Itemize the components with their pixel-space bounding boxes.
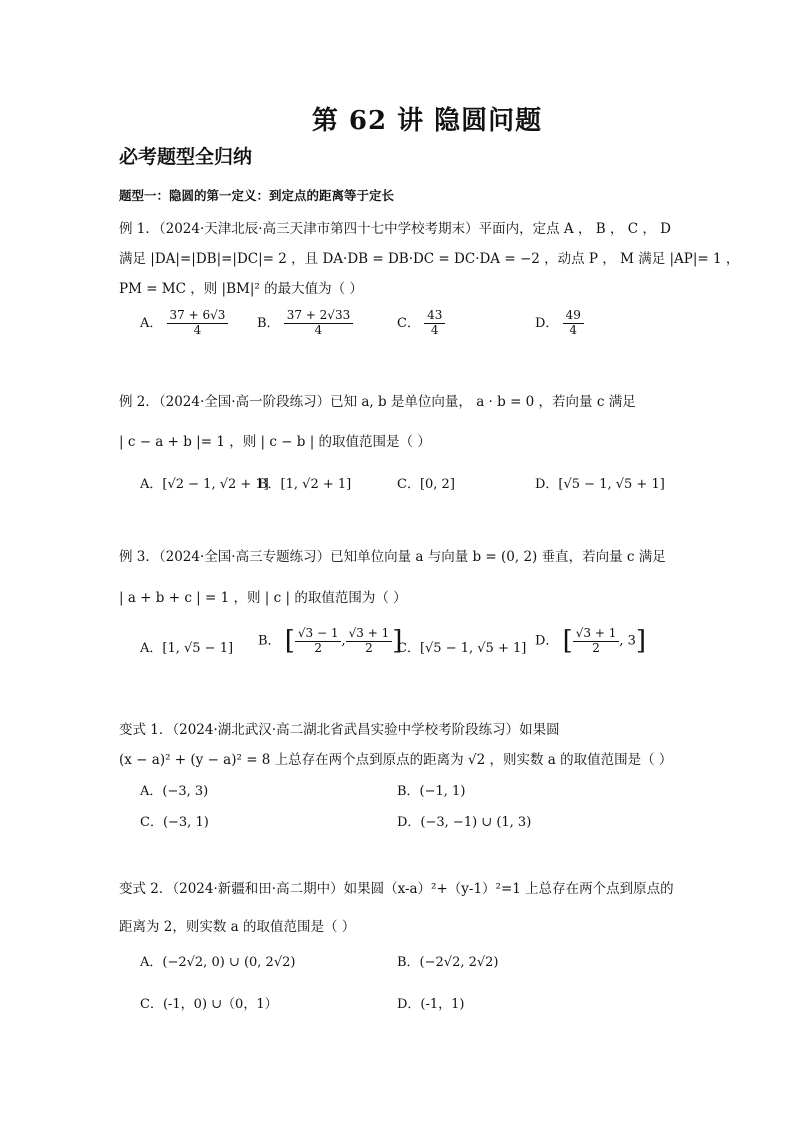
- fraction: [424, 309, 445, 338]
- example-2-option-d: D．[√5 − 1, √5 + 1]: [535, 477, 665, 492]
- example-3-option-b: [258, 626, 402, 656]
- example-1-option-c: [397, 309, 445, 338]
- variant-1-option-a: A．(−3, 3): [140, 784, 209, 799]
- variant-1-line-2: (x − a)² + (y − a)² = 8 上总存在两个点到原点的距离为 √2 ，则实数 a 的取值范围是（ ）: [119, 752, 673, 768]
- variant-2-option-d: D．(-1，1): [397, 997, 465, 1012]
- example-1-line-3: PM = MC ，则 |BM|² 的最大值为（ ）: [119, 281, 363, 297]
- option-label: B．: [258, 633, 281, 649]
- variant-1-option-c: C．(−3, 1): [140, 815, 209, 830]
- denominator: 2: [592, 640, 600, 655]
- option-label: A．: [140, 641, 163, 656]
- example-3-option-d: [535, 626, 646, 656]
- numerator: √3 + 1: [573, 627, 620, 642]
- option-label: A．: [140, 315, 163, 331]
- right-bracket: ]: [635, 626, 647, 656]
- numerator: 37 + 6√3: [167, 309, 229, 324]
- example-2-line-1: 例 2．（2024·全国·高一阶段练习）已知 a, b 是单位向量， a · b = 0 ，若向量 c 满足: [119, 394, 636, 410]
- example-2-option-b: B．[1, √2 + 1]: [258, 477, 352, 492]
- example-2-option-c: C．[0, 2]: [397, 477, 455, 492]
- numerator: √3 + 1: [346, 627, 393, 642]
- left-bracket: [: [284, 626, 295, 656]
- section-heading: 必考题型全归纳: [119, 146, 253, 168]
- fraction: [563, 309, 584, 338]
- variant-2-option-b: B．(−2√2, 2√2): [397, 955, 499, 970]
- example-2-option-a: A．[√2 − 1, √2 + 1]: [140, 477, 269, 492]
- variant-2-line-2: 距离为 2，则实数 a 的取值范围是（ ）: [119, 919, 356, 935]
- problem-type-heading: 题型一：隐圆的第一定义：到定点的距离等于定长: [119, 188, 395, 203]
- variant-2-line-1: 变式 2．（2024·新疆和田·高二期中）如果圆（x-a）²+（y-1）²=1 上总存在两个点到原点的: [119, 881, 674, 897]
- option-label: C．: [397, 641, 420, 656]
- denominator: 4: [193, 322, 202, 337]
- example-1-option-a: [140, 309, 228, 338]
- denominator: 4: [430, 322, 439, 337]
- example-1-option-b: [257, 309, 353, 338]
- example-3-line-1: 例 3．（2024·全国·高三专题练习）已知单位向量 a 与向量 b = (0, 2) 垂直，若向量 c 满足: [119, 549, 666, 565]
- denominator: 2: [314, 640, 322, 655]
- option-text: , 3: [619, 633, 636, 649]
- example-1-line-1: 例 1．（2024·天津北辰·高三天津市第四十七中学校考期末）平面内，定点 A ， B ， C ， D: [119, 221, 671, 237]
- fraction: [167, 309, 229, 338]
- example-1-option-d: [535, 309, 584, 338]
- option-label: B．: [257, 315, 280, 331]
- variant-1-option-d: D．(−3, −1) ∪ (1, 3): [397, 815, 532, 830]
- right-bracket: ]: [392, 626, 403, 656]
- comma: ,: [341, 633, 346, 649]
- example-3-option-c: [397, 637, 526, 656]
- numerator: 37 + 2√33: [284, 309, 354, 324]
- variant-1-line-1: 变式 1．（2024·湖北武汉·高二湖北省武昌实验中学校考阶段练习）如果圆: [119, 722, 560, 738]
- example-3-line-2: | a + b + c | = 1 ，则 | c | 的取值范围为（ ）: [119, 590, 407, 606]
- option-text: [√5 − 1, √5 + 1]: [419, 641, 527, 656]
- option-text: [1, √5 − 1]: [162, 641, 234, 656]
- fraction: [295, 627, 342, 656]
- fraction: [284, 309, 354, 338]
- denominator: 4: [569, 322, 578, 337]
- numerator: 43: [424, 309, 445, 324]
- denominator: 2: [365, 640, 373, 655]
- example-2-line-2: | c − a + b |= 1 ，则 | c − b | 的取值范围是（ ）: [119, 434, 431, 450]
- numerator: √3 − 1: [295, 627, 342, 642]
- variant-1-option-b: B．(−1, 1): [397, 784, 466, 799]
- page-title: 第 62 讲 隐圆问题: [311, 106, 543, 136]
- variant-2-option-c: C．(-1，0) ∪（0，1）: [140, 997, 278, 1012]
- left-bracket: [: [562, 626, 573, 656]
- fraction: [346, 627, 393, 656]
- option-label: D．: [535, 315, 559, 331]
- example-3-option-a: [140, 637, 233, 656]
- denominator: 4: [314, 322, 323, 337]
- variant-2-option-a: A．(−2√2, 0) ∪ (0, 2√2): [140, 955, 296, 970]
- numerator: 49: [563, 309, 584, 324]
- option-label: D．: [535, 633, 559, 649]
- example-1-line-2: 满足 |DA|=|DB|=|DC|= 2 ，且 DA·DB = DB·DC = DC·DA = −2 ，动点 P ， M 满足 |AP|= 1 ，: [119, 251, 740, 267]
- option-label: C．: [397, 315, 420, 331]
- fraction: [573, 627, 620, 656]
